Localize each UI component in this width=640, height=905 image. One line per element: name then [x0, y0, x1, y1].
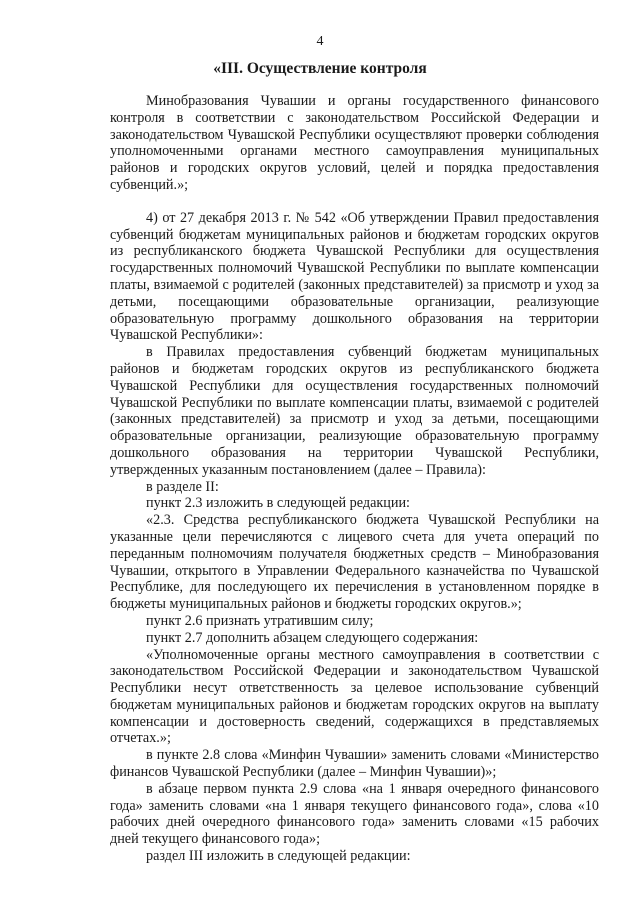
paragraph-point-2-7-text: «Уполномоченные органы местного самоуправления в соответствии с законодательством Российской Федерации и законодательством Чувашской Республики несут ответственность за целевое использование субвенций бюджетам муниципальных районов и бюджетам городских округов на выплату компенсации и достоверность сведений, содержащихся в представляемых отчетах.»; [110, 646, 599, 747]
paragraph-point-2-9: в абзаце первом пункта 2.9 слова «на 1 января очередного финансового года» заменить словами «на 1 января текущего финансового года», слова «10 рабочих дней очередного финансового года» заменить словами «15 рабочих дней текущего финансового года»; [110, 780, 599, 848]
paragraph-item-4: 4) от 27 декабря 2013 г. № 542 «Об утверждении Правил предоставления субвенций бюджетам муниципальных районов и бюджетам городских округов из республиканского бюджета Чувашской Республики для осуществления государственных полномочий Чувашской Республики по выплате компенсации платы, взимаемой с родителей (законных представителей) за присмотр и уход за детьми, посещающими образовательные организации, реализующие образовательную программу дошкольного образования на территории Чувашской Республики»: [110, 209, 599, 344]
paragraph-point-2-3-intro: пункт 2.3 изложить в следующей редакции: [146, 495, 410, 512]
paragraph-point-2-6: пункт 2.6 признать утратившим силу; [146, 612, 374, 629]
paragraph-point-2-7-intro: пункт 2.7 дополнить абзацем следующего содержания: [146, 629, 479, 646]
page-number: 4 [316, 34, 324, 49]
paragraph-section-3: раздел III изложить в следующей редакции: [146, 848, 411, 865]
document-body [110, 93, 599, 865]
paragraph-rules-intro: в Правилах предоставления субвенций бюджетам муниципальных районов и бюджетам городских округов из республиканского бюджета Чувашской Республики для осуществления государственных полномочий Чувашской Республики по выплате компенсации платы, взимаемой с родителей (законных представителей) за присмотр и уход за детьми, посещающими образовательные организации, реализующие образовательную программу дошкольного образования на территории Чувашской Республики, утвержденных указанным постановлением (далее – Правила): [110, 344, 599, 478]
section-title: «III. Осуществление контроля [213, 60, 427, 77]
paragraph-control-authorities: Минобразования Чувашии и органы государственного финансового контроля в соответствии с законодательством Российской Федерации и законодательством Чувашской Республики осуществляют проверки соблюдения уполномоченными органами местного самоуправления муниципальных районов и городских округов условий, целей и порядка предоставления субвенций.»; [110, 93, 599, 193]
paragraph-point-2-3-text: «2.3. Средства республиканского бюджета Чувашской Республики на указанные цели перечисляются с лицевого счета для учета операций по переданным полномочиям получателя бюджетных средств – Минобразования Чувашии, открытого в Управлении Федерального казначейства по Чувашской Республике, для последующего их перечисления в установленном порядке в бюджеты муниципальных районов и бюджеты городских округов.»; [110, 512, 599, 613]
paragraph-point-2-8: в пункте 2.8 слова «Минфин Чувашии» заменить словами «Министерство финансов Чувашской Республики (далее – Минфин Чувашии)»; [110, 747, 599, 781]
paragraph-section-2: в разделе II: [146, 478, 219, 495]
